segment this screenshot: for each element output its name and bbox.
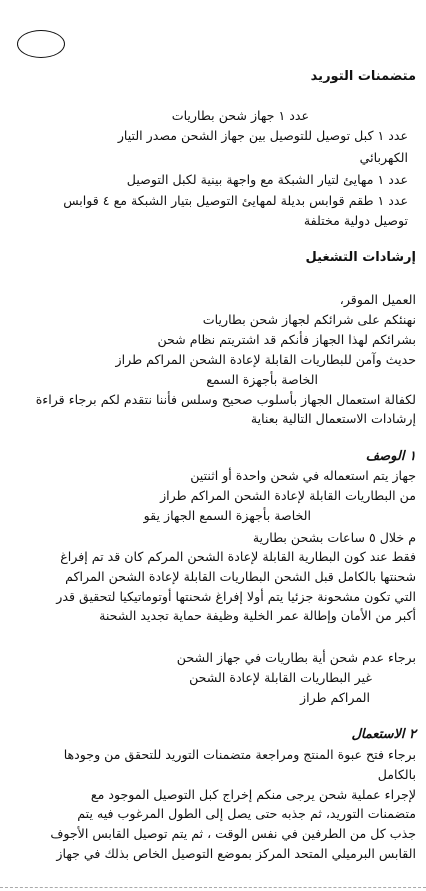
section1-line: فقط عند كون البطارية القابلة لإعادة الشحن المركم كان قد تم إفراغ (60, 549, 416, 564)
section1-line: م خلال ٥ ساعات بشحن بطارية (252, 530, 416, 545)
page-bottom-edge (0, 887, 426, 891)
supply-item: عدد ١ طقم قوابس بديلة لمهايئ التوصيل بتيار الشبكة مع ٤ قوابس (63, 193, 408, 208)
supply-heading: متضمنات التوريد (310, 69, 416, 84)
intro-line: بشرائكم لهذا الجهاز فأنكم قد اشتريتم نظام شحن (157, 332, 416, 347)
page-marker-oval (17, 30, 65, 58)
supply-item: توصيل دولية مختلفة (303, 213, 408, 228)
intro-line: نهنئكم على شرائكم لجهاز شحن بطاريات (202, 312, 416, 327)
intro-line: إرشادات الاستعمال التالية بعناية (250, 411, 416, 426)
section2-line: متضمنات التوريد، ثم جذبه حتى يصل إلى الطول المرغوب فيه يتم (77, 806, 416, 821)
supply-item: عدد ١ جهاز شحن بطاريات (171, 108, 309, 123)
section2-line: لإجراء عملية شحن يرجى منكم إخراج كبل التوصيل الموجود مع (90, 787, 416, 802)
section1-line: جهاز يتم استعماله في شحن واحدة أو اثنتين (190, 468, 416, 483)
section1-line: من البطاريات القابلة لإعادة الشحن المراكم طراز (160, 488, 416, 503)
note-line: المراكم طراز (300, 690, 370, 705)
intro-line: العميل الموقر، (339, 292, 416, 307)
section1-line: التي تكون مشحونة جزئيا يتم أولا إفراغ شحنتها أوتوماتيكيا لتحقيق قدر (56, 589, 416, 604)
note-line: غير البطاريات القابلة لإعادة الشحن (189, 670, 372, 685)
operation-heading: إرشادات التشغيل (305, 250, 416, 265)
note-line: برجاء عدم شحن أية بطاريات في جهاز الشحن (176, 650, 416, 665)
section1-line: الخاصة بأجهزة السمع الجهاز يقو (143, 508, 311, 523)
supply-item: الكهربائي (359, 150, 408, 165)
section2-line: جذب كل من الطرفين في نفس الوقت ، ثم يتم توصيل القابس الأجوف (50, 826, 416, 841)
section1-heading: ١ الوصف (365, 449, 416, 464)
supply-item: عدد ١ كبل توصيل للتوصيل بين جهاز الشحن مصدر التيار (117, 128, 408, 143)
section1-line: أكبر من الأمان وإطالة عمر الخلية وظيفة حماية تجديد الشحنة (99, 608, 416, 623)
section2-line: القابس البرميلي المتحد المركز بموضع التوصيل الخاص بذلك في جهاز (56, 846, 416, 861)
section2-line: برجاء فتح عبوة المنتج ومراجعة متضمنات التوريد للتحقق من وجودها (63, 747, 416, 762)
intro-line: الخاصة بأجهزة السمع (206, 372, 318, 387)
intro-line: حديث وآمن للبطاريات القابلة لإعادة الشحن المراكم طراز (115, 352, 416, 367)
section2-line: بالكامل (377, 767, 416, 782)
supply-item: عدد ١ مهايئ لتيار الشبكة مع واجهة بينية لكبل التوصيل (126, 172, 408, 187)
section1-line: شحنتها بالكامل قبل الشحن البطاريات القابلة لإعادة الشحن المراكم (65, 569, 416, 584)
section2-heading: ٢ الاستعمال (351, 727, 416, 742)
intro-line: لكفالة استعمال الجهاز بأسلوب صحيح وسلس فأننا نتقدم لكم برجاء قراءة (35, 392, 416, 407)
